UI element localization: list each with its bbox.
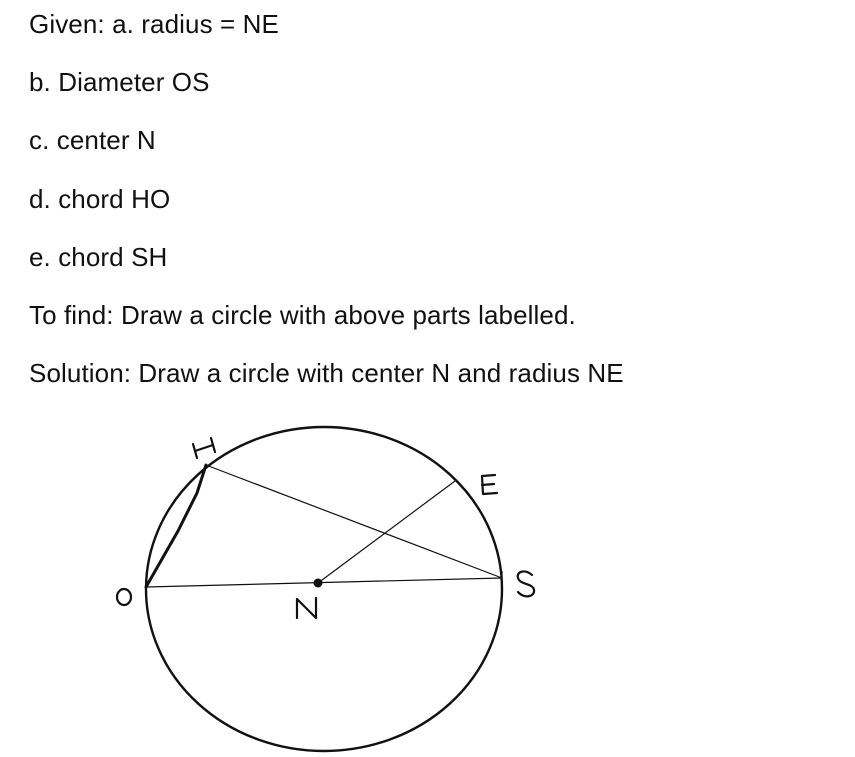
label-h [193, 438, 215, 458]
diameter-os [146, 578, 502, 587]
label-n [297, 598, 316, 618]
given-chord-ho-line: d. chord HO [29, 183, 171, 214]
label-e [482, 475, 497, 494]
given-diameter-line: b. Diameter OS [29, 67, 210, 98]
label-o [117, 589, 131, 605]
given-chord-sh-line: e. chord SH [29, 241, 168, 272]
center-point-n [314, 579, 323, 588]
given-radius-line: Given: a. radius = NE [29, 9, 279, 39]
chord-ho [146, 465, 206, 587]
to-find-line: To find: Draw a circle with above parts labelled. [29, 299, 576, 330]
solution-line: Solution: Draw a circle with center N and radius NE [29, 358, 624, 389]
label-s [518, 571, 534, 596]
circle [146, 427, 502, 751]
radius-ne [318, 481, 455, 583]
given-center-line: c. center N [29, 125, 156, 156]
